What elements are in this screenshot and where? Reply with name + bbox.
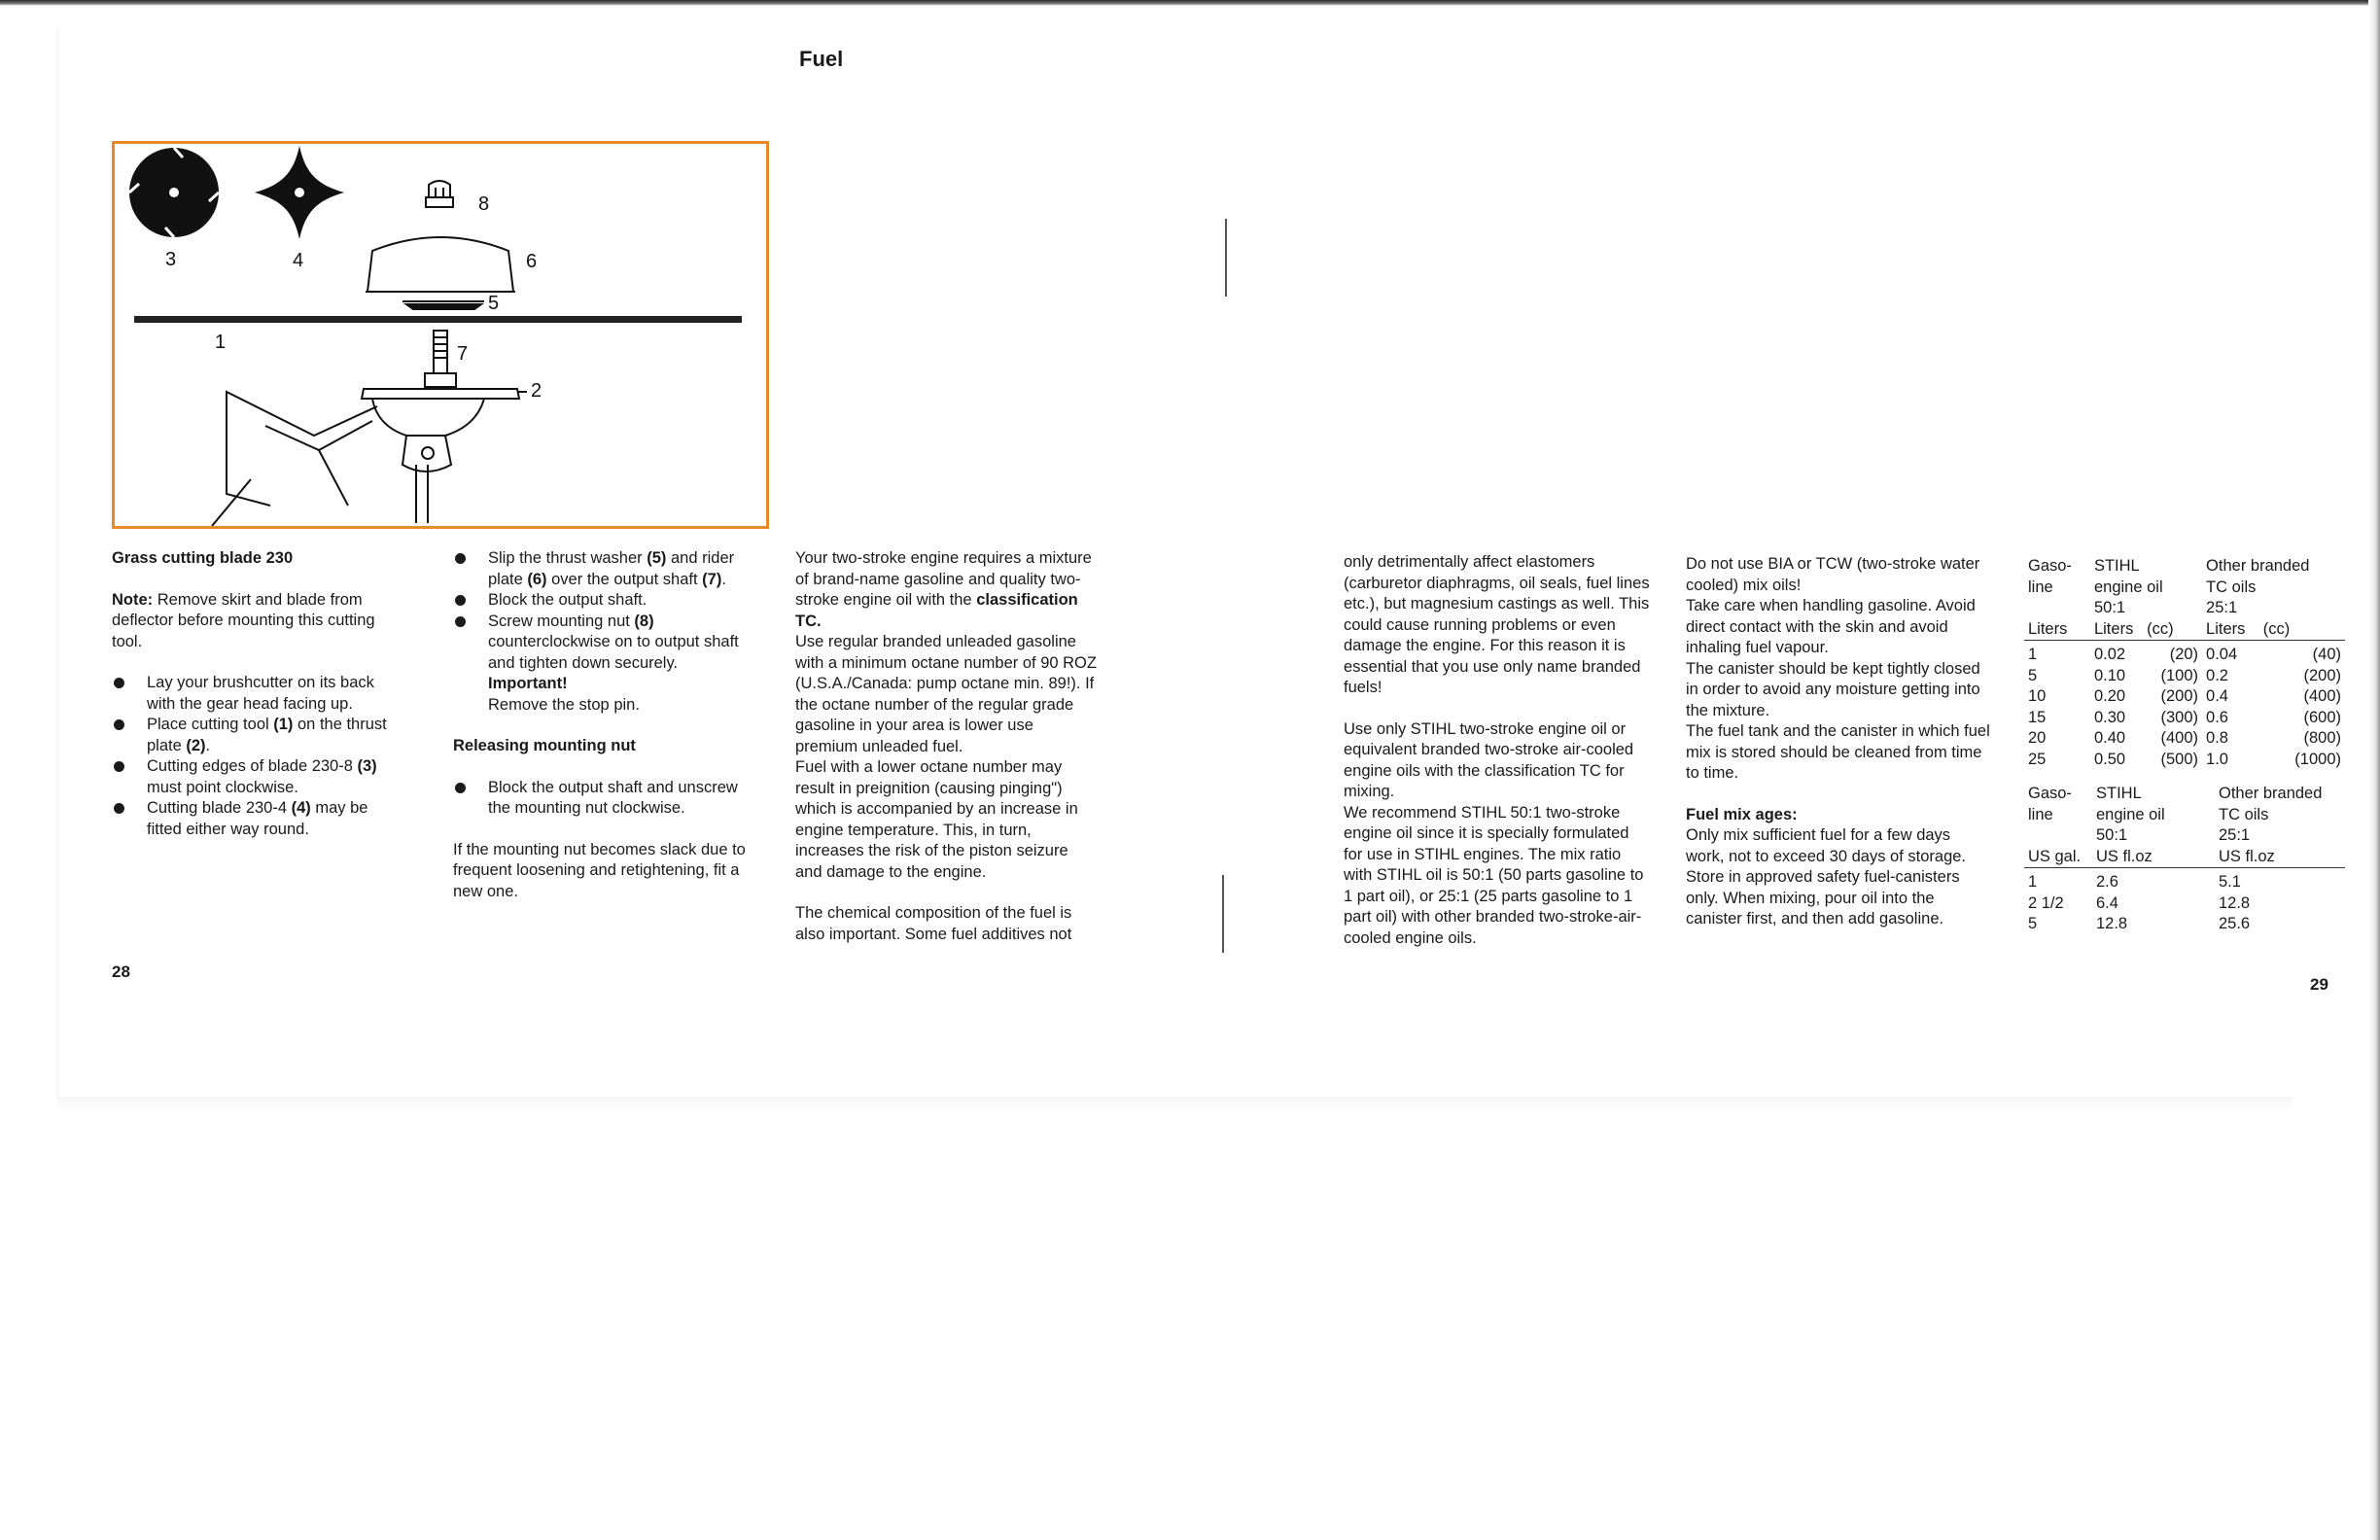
paragraph: The chemical composition of the fuel is also important. Some fuel additives not bbox=[795, 904, 1072, 943]
release-steps-list bbox=[453, 778, 754, 820]
callout-7: 7 bbox=[457, 343, 469, 365]
column-mounting bbox=[453, 548, 754, 923]
table-row: 5 12.8 25.6 bbox=[2028, 915, 2251, 932]
table-row: 25 0.50 (500) 1.0 (1000) bbox=[2028, 750, 2341, 768]
page-title: Fuel bbox=[799, 47, 844, 71]
mix-table-liters bbox=[2024, 556, 2345, 770]
list-item: Slip the thrust washer (5) and rider plate (6) over the output shaft (7). bbox=[453, 548, 754, 590]
page-number-left: 28 bbox=[112, 962, 130, 981]
page-number-right: 29 bbox=[2310, 975, 2328, 994]
table-row: 5 0.10 (100) 0.2 (200) bbox=[2028, 666, 2341, 684]
table-row: 1 0.02 (20) 0.04 (40) bbox=[2028, 646, 2341, 663]
table-header-row: Gaso- line Liters STIHL engine oil 50:1 Liters (cc) Other branded TC oils 25:1 Liters (cc) bbox=[2028, 557, 2310, 638]
table-header-row: Gaso- line US gal. STIHL engine oil 50:1 US fl.oz Other branded TC oils 25:1 US fl.oz bbox=[2028, 785, 2323, 865]
table-row: 1 2.6 5.1 bbox=[2028, 873, 2241, 891]
list-item: Lay your brushcutter on its back with the gear head facing up. bbox=[112, 673, 403, 715]
list-item: Block the output shaft. bbox=[453, 590, 754, 612]
callout-6: 6 bbox=[526, 251, 538, 272]
list-item: Cutting edges of blade 230-8 (3) must point clockwise. bbox=[112, 756, 403, 798]
scan-top-edge bbox=[0, 0, 2380, 6]
mounting-steps-list bbox=[453, 548, 754, 716]
section-heading: Releasing mounting nut bbox=[453, 737, 636, 754]
thrust-plate-icon bbox=[362, 389, 527, 399]
column-blade-230 bbox=[112, 548, 403, 860]
callout-1: 1 bbox=[215, 332, 227, 353]
gear-head-icon bbox=[212, 392, 484, 526]
scan-bottom-edge bbox=[56, 1097, 2292, 1112]
section-heading: Grass cutting blade 230 bbox=[112, 549, 294, 567]
blade-mounting-diagram bbox=[115, 144, 766, 526]
mix-table-us bbox=[2024, 784, 2345, 935]
callout-5: 5 bbox=[488, 293, 500, 314]
paragraph: only detrimentally affect elastomers (carburetor diaphragms, oil seals, fuel lines etc.), but magnesium castings as well. This could cause running problems or even damage the engine. For this reason it is essential that you use only name branded fuels! bbox=[1344, 553, 1650, 696]
paragraph: Your two-stroke engine requires a mixture of brand-name gasoline and quality two-stroke engine oil with the classification TC. Use regular branded unleaded gasoline with a minimum octane number of 90 ROZ (U.S.A./Canada: pump octane min. 89!). If the octane number of the regular grade gasoline in your area is lower use premium unleaded fuel. Fuel with a lower octane number may result in preignition (causing pinging") which is accompanied by an increase in engine temperature. This, in turn, increases the risk of the piston seizure and damage to the engine. bbox=[795, 549, 1097, 881]
blade-230-4-icon bbox=[255, 146, 344, 239]
callout-2: 2 bbox=[531, 380, 542, 402]
paragraph: If the mounting nut becomes slack due to frequent loosening and retightening, fit a new one. bbox=[453, 840, 746, 900]
thrust-washer-icon bbox=[402, 301, 484, 309]
mounting-nut-icon bbox=[426, 181, 453, 207]
column-oil bbox=[1344, 552, 1650, 949]
instruction-list bbox=[112, 673, 403, 840]
list-item: Place cutting tool (1) on the thrust plate (2). bbox=[112, 715, 403, 756]
scan-left-edge bbox=[56, 29, 60, 1108]
list-item: Screw mounting nut (8) counterclockwise on to output shaft and tighten down securely. Important! Remove the stop pin. bbox=[453, 612, 754, 717]
callout-3: 3 bbox=[165, 249, 177, 270]
paragraph: Use only STIHL two-stroke engine oil or equivalent branded two-stroke air-cooled engine oils with the classification TC for mixing. We recommend STIHL 50:1 two-stroke engine oil since it is specially formulated for use in STIHL engines. The mix ratio with STIHL oil is 50:1 (50 parts gasoline to 1 part oil), or 25:1 (25 parts gasoline to 1 part oil) with other branded two-stroke-air-cooled engine oils. bbox=[1344, 719, 1644, 947]
list-item: Block the output shaft and unscrew the mounting nut clockwise. bbox=[453, 778, 754, 820]
rider-plate-icon bbox=[366, 237, 515, 292]
blade-mounting-figure bbox=[112, 141, 769, 529]
paragraph: Only mix sufficient fuel for a few days work, not to exceed 30 days of storage. Store in approved safety fuel-canisters only. When mixing, pour oil into the canister first, and then add gasoline. bbox=[1686, 826, 1967, 928]
table-row: 2 1/2 6.4 12.8 bbox=[2028, 893, 2251, 912]
cutting-tool-edge bbox=[134, 316, 742, 323]
blade-230-8-icon bbox=[129, 148, 219, 237]
gutter-mark bbox=[1225, 219, 1227, 297]
output-shaft-icon bbox=[425, 331, 456, 387]
note-paragraph: Note: Remove skirt and blade from deflector before mounting this cutting tool. bbox=[112, 590, 375, 650]
callout-8: 8 bbox=[478, 193, 490, 215]
column-fuel-intro bbox=[795, 548, 1097, 965]
column-handling bbox=[1686, 554, 1992, 951]
gutter-mark bbox=[1222, 875, 1224, 953]
scan-right-edge bbox=[2368, 0, 2380, 1540]
list-item: Cutting blade 230-4 (4) may be fitted either way round. bbox=[112, 798, 403, 840]
callout-4: 4 bbox=[293, 250, 304, 271]
paragraph: Do not use BIA or TCW (two-stroke water cooled) mix oils! Take care when handling gasoline. Avoid direct contact with the skin and avoid inhaling fuel vapour. The canister should be kept tightly closed in order to avoid any moisture getting into the mixture. The fuel tank and the canister in which fuel mix is stored should be cleaned from time to time. bbox=[1686, 555, 1990, 782]
section-heading: Fuel mix ages: bbox=[1686, 805, 1798, 823]
table-row: 20 0.40 (400) 0.8 (800) bbox=[2028, 729, 2341, 747]
important-label: Important! bbox=[488, 675, 568, 692]
table-row: 10 0.20 (200) 0.4 (400) bbox=[2028, 687, 2341, 705]
table-row: 15 0.30 (300) 0.6 (600) bbox=[2028, 708, 2341, 726]
